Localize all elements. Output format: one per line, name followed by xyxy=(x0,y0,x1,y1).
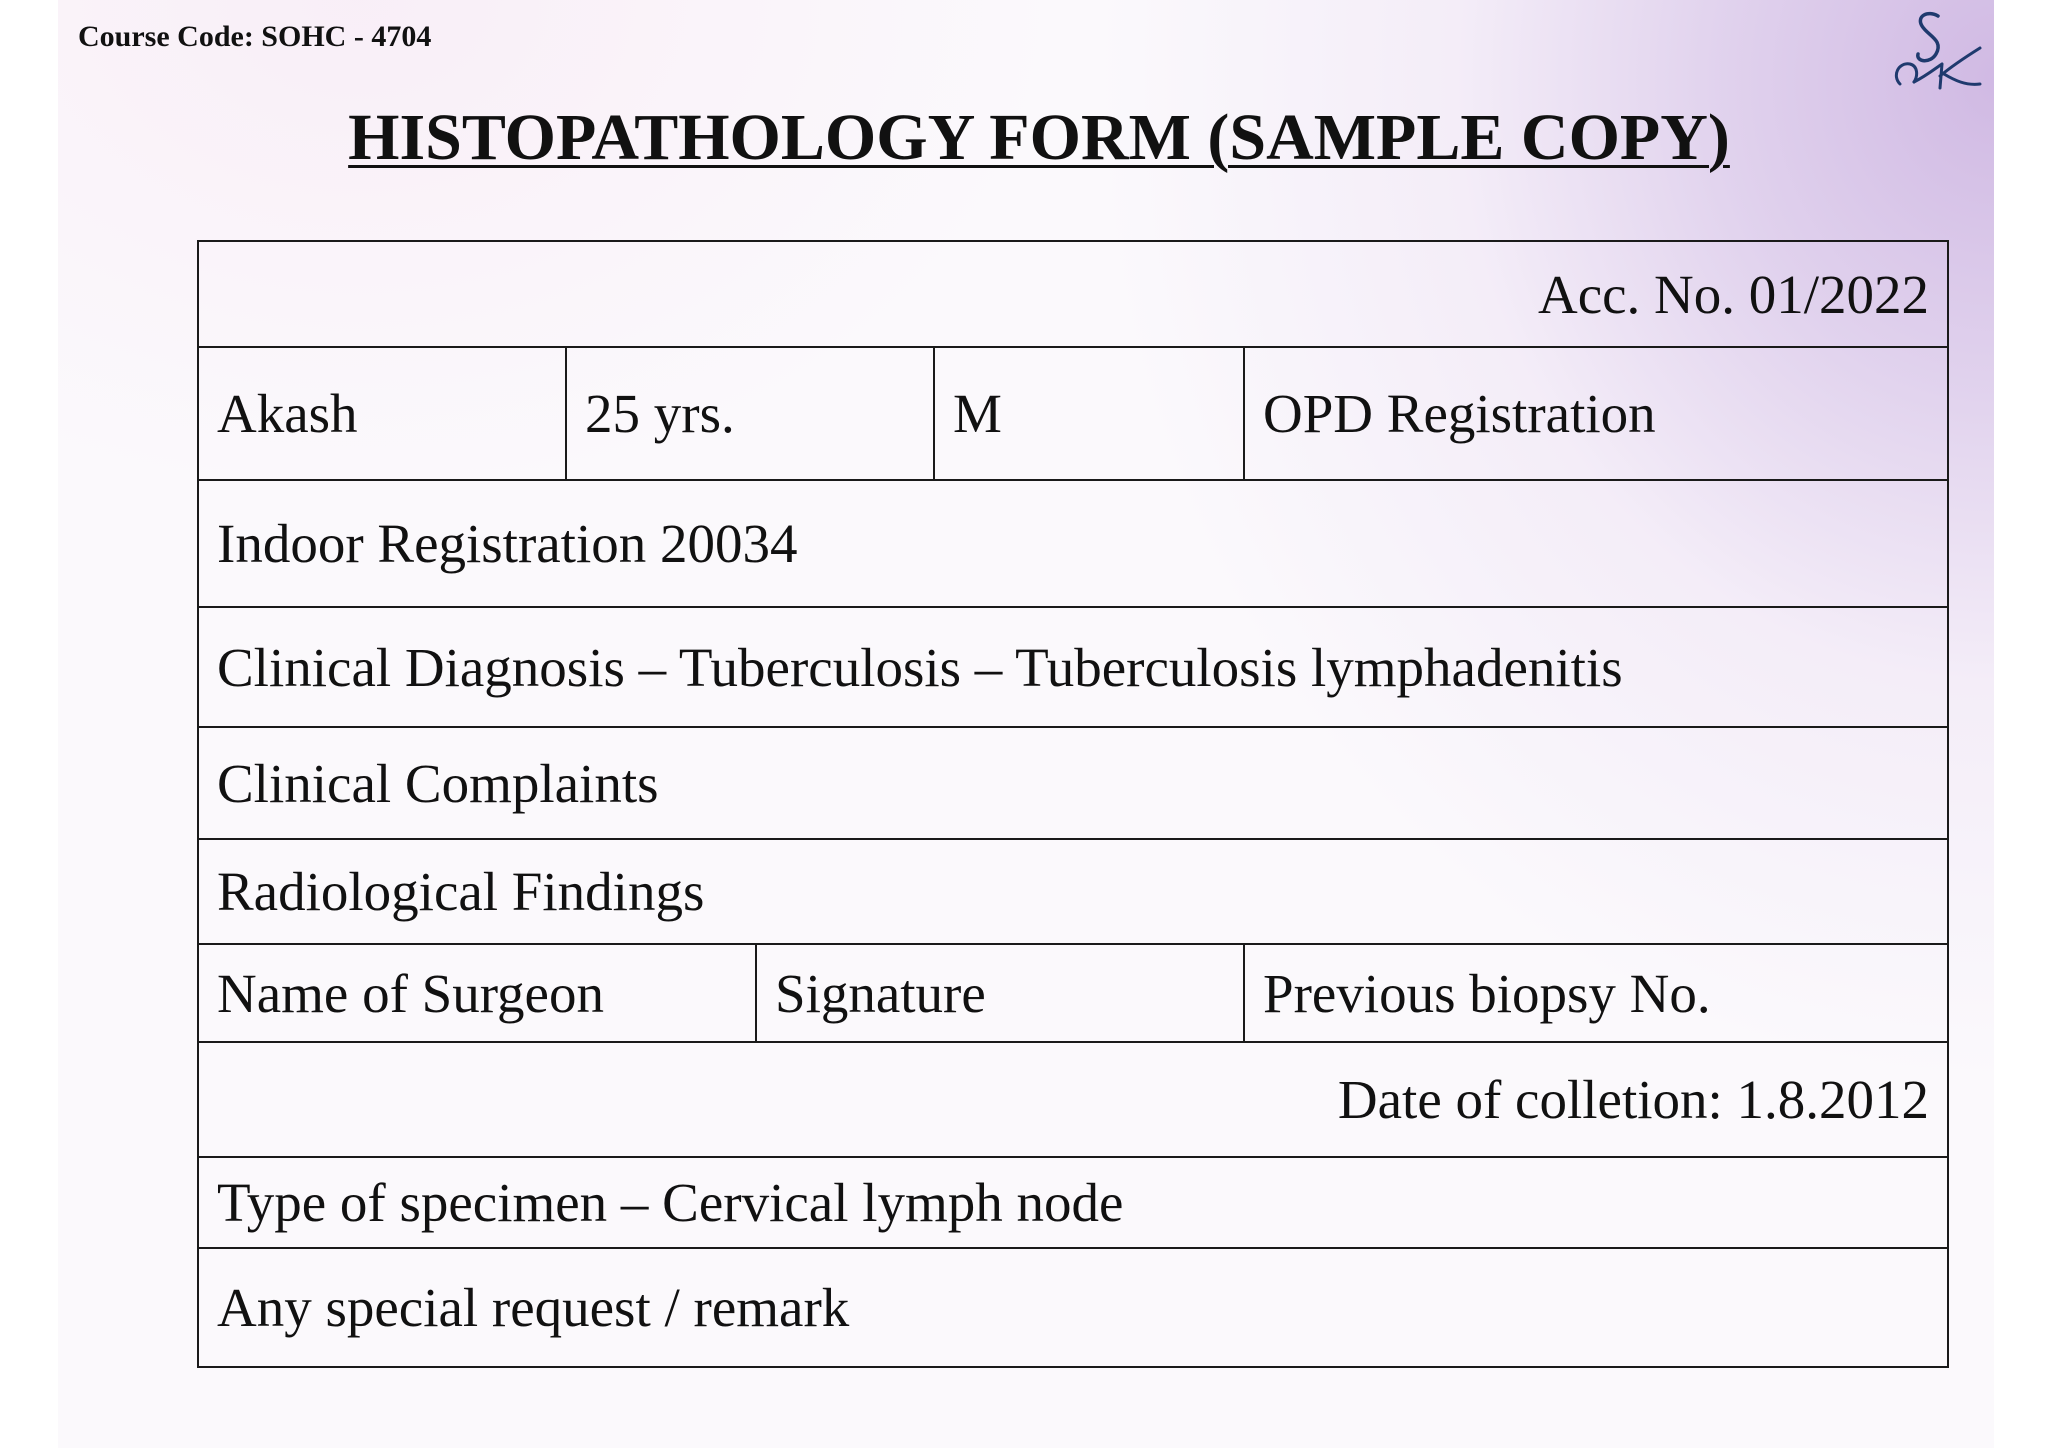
previous-biopsy-field: Previous biopsy No. xyxy=(1244,944,1948,1042)
page-title: HISTOPATHOLOGY FORM (SAMPLE COPY) xyxy=(348,101,1730,174)
age-field: 25 yrs. xyxy=(566,347,934,480)
collection-date-field: Date of colletion: 1.8.2012 xyxy=(198,1042,1948,1157)
surgeon-name-field: Name of Surgeon xyxy=(198,944,756,1042)
slide xyxy=(58,0,1994,1448)
radiological-findings-field: Radiological Findings xyxy=(198,839,1948,944)
course-code: Course Code: SOHC - 4704 xyxy=(78,20,432,53)
patient-name-field: Akash xyxy=(198,347,566,480)
signature-field: Signature xyxy=(756,944,1244,1042)
special-request-row xyxy=(198,1248,1948,1367)
sk-logo-icon xyxy=(1884,6,1988,94)
clinical-diagnosis-row xyxy=(198,607,1948,727)
opd-registration-field: OPD Registration xyxy=(1244,347,1948,480)
clinical-complaints-field: Clinical Complaints xyxy=(198,727,1948,839)
indoor-registration-row xyxy=(198,480,1948,607)
radiological-findings-row xyxy=(198,839,1948,944)
patient-info-row xyxy=(198,347,1948,480)
acc-no-field: Acc. No. 01/2022 xyxy=(198,241,1948,347)
specimen-type-field: Type of specimen – Cervical lymph node xyxy=(198,1157,1948,1248)
sex-field: M xyxy=(934,347,1244,480)
collection-date-row xyxy=(198,1042,1948,1157)
specimen-row xyxy=(198,1157,1948,1248)
acc-no-row xyxy=(198,241,1948,347)
clinical-complaints-row xyxy=(198,727,1948,839)
clinical-diagnosis-field: Clinical Diagnosis – Tuberculosis – Tuberculosis lymphadenitis xyxy=(198,607,1948,727)
surgeon-row xyxy=(198,944,1948,1042)
special-request-field: Any special request / remark xyxy=(198,1248,1948,1367)
indoor-registration-field: Indoor Registration 20034 xyxy=(198,480,1948,607)
histopathology-form-table xyxy=(197,240,1949,1368)
